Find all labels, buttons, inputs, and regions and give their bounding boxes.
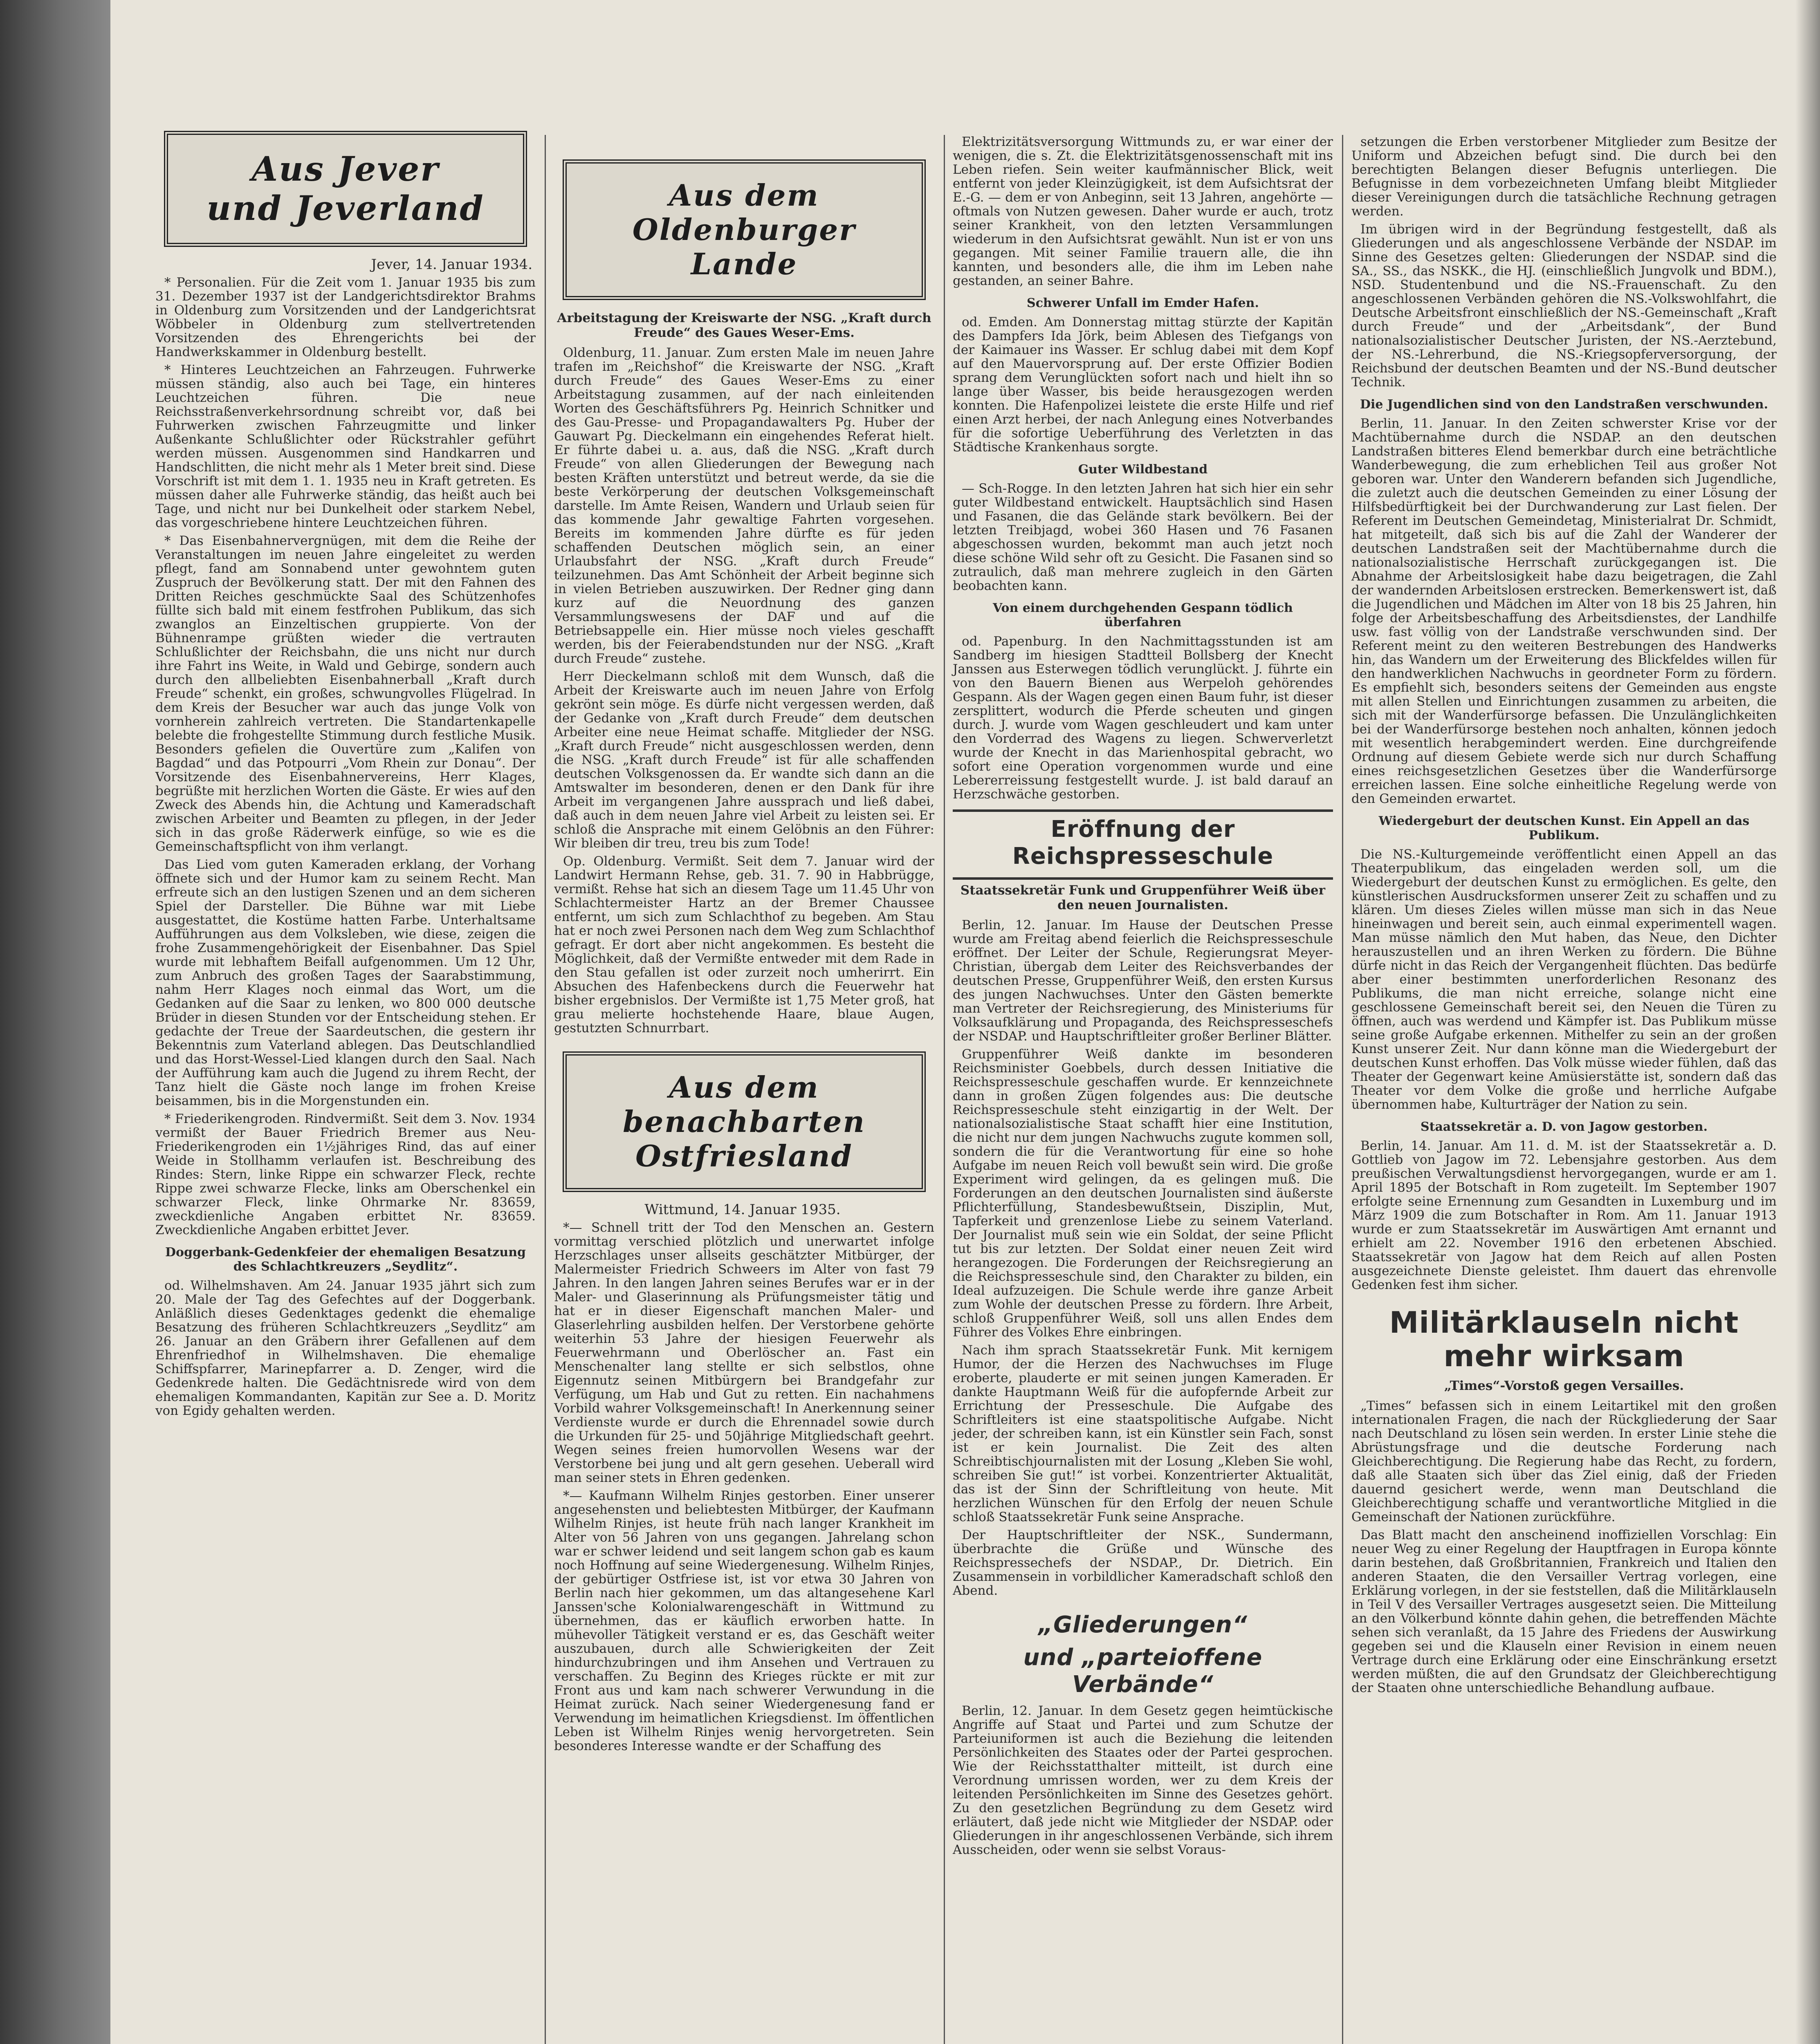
article-headline: „Gliederungen“ xyxy=(1038,1611,1248,1638)
article-paragraph: * Hinteres Leuchtzeichen an Fahrzeugen. Fuhrwerke müssen ständig, also auch bei Tage, ein hinteres Leuchtzeichen führen. Die neue Reichsstraßenverkehrsordnung schreibt vor, daß bei Fuhrwerken zwischen Fahrzeugmitte und linker Außenkante Schlußlichter oder Rückstrahler geführt werden müssen. Ausgenommen sind Handkarren und Handschlitten, die nicht mehr als 1 Meter breit sind. Diese Vorschrift ist mit dem 1. 1. 1935 neu in Kraft getreten. Es müssen daher alle Fuhrwerke ständig, das heißt auch bei Tage, und nicht nur bei Dunkelheit oder starkem Nebel, das vorgeschriebene hintere Leuchtzeichen führen. xyxy=(155,363,540,530)
section-banner-jever xyxy=(164,131,527,247)
column-jever xyxy=(155,135,540,1422)
article-paragraph: Die NS.-Kulturgemeinde veröffentlicht einen Appell an das Theaterpublikum, das eingeladen werden soll, um die Wiedergeburt der deutschen Kunst zu ermöglichen. Es gelte, den künstlerischen Ausdrucksformen unserer Zeit zu schaffen und zu klären. Um dieses Zieles willen müsse man sich in das Neue hineinwagen und bereit sein, auch einmal experimentell wagen. Man müsse nämlich den Mut haben, das Neue, den Dichter herauszustellen und an ihren Werken zu fördern. Die Bühne dürfe nicht in das Reich der Vergangenheit flüchten. Das bedürfe aber einer bestimmten unerforderlichen Resonanz des Publikums, die man nicht erreiche, solange nicht eine geschlossene Gemeinschaft bereit sei, den Neuen die Türen zu öffnen, auch was werdend und Kämpfer ist. Das Publikum müsse seine große Aufgabe erkennen. Mithelfer zu sein an der großen Kunst unserer Zeit. Nur dann könne man die Wiedergeburt der deutschen Kunst erhoffen. Das Volk müsse wieder fühlen, daß das Theater der Gegenwart keine Amüsierstätte ist, sondern daß das Theater vor dem Volke die große und herrliche Aufgabe übernommen habe, Kulturträger der Nation zu sein. xyxy=(1351,847,1781,1112)
dateline: Wittmund, 14. Januar 1935. xyxy=(644,1201,841,1218)
article-paragraph: od. Emden. Am Donnerstag mittag stürzte der Kapitän des Dampfers Ida Jörk, beim Ablesen des Tiefgangs von der Kaimauer ins Wasser. Er schlug dabei mit dem Kopf auf den Mauervorsprung auf. Der erste Offizier Bodien sprang dem Verunglückten sofort nach und hielt ihn so lange über Wasser, bis beide herausgezogen werden konnten. Die Hafenpolizei leistete die erste Hilfe und rief einen Arzt herbei, der nach Anlegung eines Notverbandes für die sofortige Ueberführung des Verletzten in das Städtische Krankenhaus sorgte. xyxy=(953,315,1337,455)
article-caption: Staatssekretär a. D. von Jagow gestorben. xyxy=(1420,1120,1708,1134)
article-subhead: Staatssekretär Funk und Gruppenführer Weiß über den neuen Journalisten. xyxy=(960,883,1326,912)
column-politics xyxy=(1351,134,1781,1699)
article-caption: Schwerer Unfall im Emder Hafen. xyxy=(1027,296,1259,310)
column-oldenburg xyxy=(554,135,938,1757)
article-paragraph: od. Papenburg. In den Nachmittagsstunden ist am Sandberg im hiesigen Stadtteil Bollsberg der Knecht Janssen aus Esterwegen tödlich verunglückt. J. führte ein von den Bauern Bienen aus Werpeloh gehörendes Gespann. Als der Wagen gegen einen Baum fuhr, ist dieser zersplittert, wodurch die Pferde scheuten und gingen durch. J. wurde vom Wagen geschleudert und kam unter den Vorderrad des Wagens zu liegen. Schwerverletzt wurde der Knecht in das Marienhospital gebracht, wo sofort eine Operation vorgenommen wurde und eine Lebererreissung festgestellt wurde. J. ist bald darauf an Herzschwäche gestorben. xyxy=(953,634,1337,802)
column-rule xyxy=(1342,135,1343,2044)
article-paragraph: Im übrigen wird in der Begründung festgestellt, daß als Gliederungen und als angeschlossene Verbände der NSDAP. im Sinne des Gesetzes gelten: Gliederungen der NSDAP. sind die SA., SS., das NSKK., die HJ. (einschließlich Jungvolk und BDM.), NSD. Studentenbund und die NS.-Frauenschaft. Zu den angeschlossenen Verbänden gehören die NS.-Volkswohlfahrt, die Deutsche Arbeitsfront einschließlich der NS.-Gemeinschaft „Kraft durch Freude“ und der „Arbeitsdank“, der Bund nationalsozialistischer Deutscher Juristen, der NS.-Aerztebund, der NS.-Lehrerbund, die NS.-Kriegsopferversorgung, der Reichsbund der deutschen Beamten und der NS.-Bund deutscher Technik. xyxy=(1351,222,1781,390)
column-rule xyxy=(545,135,546,2044)
article-paragraph: Berlin, 12. Januar. In dem Gesetz gegen heimtückische Angriffe auf Staat und Partei und zum Schutze der Parteiuniformen ist auch die Beziehung die leitenden Persönlichkeiten des Staates oder der Partei gesprochen. Wie der Reichsstatthalter mitteilt, ist durch eine Verordnung umrissen worden, wer zu dem Kreis der leitenden Persönlichkeiten im Sinne des Gesetzes gehört. Zu den gesetzlichen Begründung zu dem Gesetz wird erläutert, daß jede nicht wie Mitglieder der NSDAP. oder Gliederungen in ihr angeschlossenen Verbände, sich ihrem Ausscheiden, oder wenn sie selbst Voraus- xyxy=(953,1703,1337,1857)
article-paragraph: „Times“ befassen sich in einem Leitartikel mit den großen internationalen Fragen, die nach der Rückgliederung der Saar nach Deutschland zu lösen sein werden. In erster Linie stehe die Abrüstungsfrage und die deutsche Forderung nach Gleichberechtigung. Die Regierung habe das Recht, zu fordern, daß alle Staaten sich über das Ziel einig, daß der Frieden dauernd gesichert werde, wenn man Deutschland die Gleichberechtigung schaffe und verantwortliche Mitglied in die Gemeinschaft der Nationen zurückführe. xyxy=(1351,1399,1781,1524)
article-paragraph: od. Wilhelmshaven. Am 24. Januar 1935 jährt sich zum 20. Male der Tag des Gefechtes auf der Doggerbank. Anläßlich dieses Gedenktages gedenkt die ehemalige Besatzung des früheren Schlachtkreuzers „Seydlitz“ am 26. Januar an den Gräbern ihrer Gefallenen auf dem Ehrenfriedhof in Wilhelmshaven. Die ehemalige Schiffspfarrer, Marinepfarrer a. D. Zenger, wird die Gedenkrede halten. Die Gedächtnisrede wird von dem ehemaligen Kommandanten, Kapitän zur See a. D. Moritz von Egidy gehalten werden. xyxy=(155,1278,540,1418)
article-paragraph: * Das Eisenbahnervergnügen, mit dem die Reihe der Veranstaltungen im neuen Jahre eingeleitet zu werden pflegt, fand am Sonnabend unter gewohntem guten Zuspruch der Bevölkerung statt. Der mit den Fahnen des Dritten Reiches geschmückte Saal des Schützenhofes füllte sich bald mit einem festfrohen Publikum, das sich zwanglos an Einzeltischen gruppierte. Von der Bühnenrampe grüßten wieder die vertrauten Schlußlichter der Reichsbahn, die uns nicht nur durch ihre Fahrt ins Weite, in Wald und Gebirge, sondern auch durch den allbeliebten Eisenbahnerball „Kraft durch Freude“ schenkt, ein großes, schwungvolles Flügelrad. In dem Kreis der Besucher war auch das junge Volk von vornherein zahlreich vertreten. Die Standartenkapelle belebte die frohgestellte Stimmung durch festliche Musik. Besonders gefielen die Ouvertüre zum „Kalifen von Bagdad“ und das Potpourri „Vom Rhein zur Donau“. Der Vorsitzende des Eisenbahnervereins, Herr Klages, begrüßte mit herzlichen Worten die Gäste. Er wies auf den Zweck des Abends hin, die Achtung und Kameradschaft zwischen Arbeiter und Beamten zu pflegen, in der Jeder sich in das große Räderwerk einfüge, so wie es die Gemeinschaftspflicht von ihm verlangt. xyxy=(155,533,540,854)
section-banner-oldenburg xyxy=(563,159,926,300)
article-paragraph: Oldenburg, 11. Januar. Zum ersten Male im neuen Jahre trafen im „Reichshof“ die Kreiswarte der NSG. „Kraft durch Freude“ des Gaues Weser-Ems zu einer Arbeitstagung zusammen, auf der nach einleitenden Worten des Geschäftsführers Pg. Heinrich Schnitker und des Gau-Presse- und Propagandawalters Pg. Huber der Gauwart Pg. Dieckelmann ein eingehendes Referat hielt. Er führte dabei u. a. aus, daß die NSG. „Kraft durch Freude“ von allen Gliederungen der Bewegung nach besten Kräften unterstützt und betreut werde, da sie die beste Verkörperung der deutschen Volksgemeinschaft darstelle. Im Amte Reisen, Wandern und Urlaub seien für das kommende Jahr gewaltige Fahrten vorgesehen. Bereits im kommenden Jahre dürfte es für jeden schaffenden Deutschen möglich sein, an einer Urlaubsfahrt der NSG. „Kraft durch Freude“ teilzunehmen. Das Amt Schönheit der Arbeit beginne sich in vielen Betrieben auszuwirken. Der Redner ging dann kurz auf die Neuordnung des ganzen Versammlungswesens der DAF und auf die Betriebsappelle ein. Hier müsse noch vieles geschafft werden, bis der Feierabendstunden nur der NSG. „Kraft durch Freude“ zustehe. xyxy=(554,345,938,666)
banner-line-1: Aus dem benachbarten xyxy=(623,1070,866,1139)
article-paragraph: *— Kaufmann Wilhelm Rinjes gestorben. Einer unserer angesehensten und beliebtesten Mitbürger, der Kaufmann Wilhelm Rinjes, ist heute früh nach langer Krankheit im Alter von 56 Jahren von uns gegangen. Jahrelang schon war er schwer leidend und seit langem schon gab es kaum noch Hoffnung auf seine Wiedergenesung. Wilhelm Rinjes, der gebürtiger Ostfriese ist, ist vor etwa 30 Jahren von Berlin nach hier gekommen, um das altangesehene Karl Janssen'sche Kolonialwarengeschäft in Wittmund zu übernehmen, das er käuflich erworben hatte. In mühevoller Tätigkeit verstand er es, das Geschäft weiter auszubauen, durch alle Schwierigkeiten der Zeit hindurchzubringen und ihm Ansehen und Vertrauen zu verschaffen. Zu Beginn des Krieges rückte er mit zur Front aus und kam nach schwerer Verwundung in die Heimat zurück. Nach seiner Wiedergenesung fand er Verwendung im heimatlichen Kriegsdienst. Im öffentlichen Leben ist Wilhelm Rinjes wenig hervorgetreten. Sein besonderes Interesse wandte er der Schaffung des xyxy=(554,1488,938,1753)
article-paragraph: Der Hauptschriftleiter der NSK., Sundermann, überbrachte die Grüße und Wünsche des Reichspressechefs der NSDAP., Dr. Dietrich. Ein Zusammensein in vorbildlicher Kameradschaft schloß den Abend. xyxy=(953,1528,1337,1598)
article-subhead: „Times“-Vorstoß gegen Versailles. xyxy=(1444,1378,1684,1393)
article-paragraph: Das Blatt macht den anscheinend inoffiziellen Vorschlag: Ein neuer Weg zu einer Regelung der Hauptfragen in Europa könnte darin bestehen, daß Großbritannien, Frankreich und Italien den anderen Staaten, die den Versailler Vertrag vorlegen, eine Erklärung vorlegen, in der sie feststellen, daß die Militärklauseln in Teil V des Versailler Vertrages ausgesetzt seien. Die Mitteilung an den Völkerbund könnte dahin gehen, die betreffenden Mächte sehen sich veranlaßt, da 15 Jahre des Friedens der Auswirkung gegeben sei und die Klauseln einer Revision in einem neuen Vertrage durch eine Erklärung oder eine Einschränkung ersetzt werden müßten, die auf den Grundsatz der Gleichberechtigung der Staaten ohne unterschiedliche Behandlung aufbaue. xyxy=(1351,1528,1781,1695)
article-headline: und „parteioffene Verbände“ xyxy=(1023,1644,1263,1698)
article-caption: Die Jugendlichen sind von den Landstraßen verschwunden. xyxy=(1360,397,1768,412)
dateline: Jever, 14. Januar 1934. xyxy=(371,256,532,273)
column-rule xyxy=(944,135,945,2044)
article-paragraph: Das Lied vom guten Kameraden erklang, der Vorhang öffnete sich und der Humor kam zu seinem Recht. Man erfreute sich an den lustigen Szenen und an dem sicheren Spiel der Darsteller. Die Bühne war mit Liebe ausgestattet, die Kostüme hatten Farbe. Unterhaltsame Aufführungen aus dem Volksleben, wie diese, zeigen die frohe Zusammengehörigkeit der Eisenbahner. Das Spiel wurde mit lebhaftem Beifall aufgenommen. Um 12 Uhr, zum Anbruch des großen Tages der Saarabstimmung, nahm Herr Klages noch einmal das Wort, um die Gedanken auf die Saar zu lenken, wo 800 000 deutsche Brüder in diesen Stunden vor der Entscheidung stehen. Er gedachte der Treue der Saardeutschen, die gestern ihr Bekenntnis zum Vaterland ablegen. Das Deutschlandlied und das Horst-Wessel-Lied klangen durch den Saal. Nach der Aufführung kam auch die Jugend zu ihrem Recht, der Tanz hielt die Gäste noch lange im frohen Kreise beisammen, bis in die Morgenstunden ein. xyxy=(155,857,540,1108)
banner-line-2: und Jeverland xyxy=(206,189,485,228)
book-binding xyxy=(0,0,110,2044)
article-headline: Eröffnung der Reichspresseschule xyxy=(1012,816,1274,870)
article-paragraph: * Friederikengroden. Rindvermißt. Seit dem 3. Nov. 1934 vermißt der Bauer Friedrich Bremer aus Neu-Friederikengroden ein 1½jähriges Rind, das auf einer Weide in Stollhamm verlaufen ist. Beschreibung des Rindes: Stern, linke Rippe ein schwarzer Fleck, rechte Rippe zwei schwarze Flecke, links am Oberschenkel ein schwarzer Fleck, linke Ohrmarke Nr. 83659, zweckdienliche Angaben erbittet Nr. 83659. Zweckdienliche Angaben erbittet Jever. xyxy=(155,1112,540,1237)
article-paragraph: Op. Oldenburg. Vermißt. Seit dem 7. Januar wird der Landwirt Hermann Rehse, geb. 31. 7. 90 in Habbrügge, vermißt. Rehse hat sich an diesem Tage um 11.45 Uhr von Schlachtermeister Hartz an der Bremer Chaussee entfernt, um sich zum Schlachthof zu begeben. Am Stau hat er noch zwei Personen nach dem Weg zum Schlachthof gefragt. Er dort aber nicht angekommen. Es besteht die Möglichkeit, daß der Vermißte entweder mit dem Rade in den Stau gefallen ist oder zurzeit noch umherirrt. Ein Absuchen des Hafenbeckens durch die Feuerwehr hat bisher ergebnislos. Der Vermißte ist 1,75 Meter groß, hat grau melierte hochstehende Haare, blaue Augen, gestutzten Schnurrbart. xyxy=(554,854,938,1035)
article-caption: Doggerbank-Gedenkfeier der ehemaligen Besatzung des Schlachtkreuzers „Seydlitz“. xyxy=(165,1245,526,1274)
section-banner-ostfriesland xyxy=(563,1051,926,1192)
article-paragraph: Elektrizitätsversorgung Wittmunds zu, er war einer der wenigen, die s. Zt. die Elektrizitätsgenossenschaft mit ins Leben riefen. Sein weiter kaufmännischer Blick, weit entfernt von jeder Kleinzügigkeit, ist dem Aufsichtsrat der E.-G. — dem er von Anbeginn, seit 13 Jahren, angehörte — oftmals von Nutzen gewesen. Daher wurde er auch, trotz seiner Krankheit, von den letzten Versammlungen wiederum in den Aufsichtsrat gewählt. Nun ist er von uns gegangen. Mit seiner Familie trauern alle, die ihn kannten, und besonders alle, die ihm im Leben nahe gestanden, an seiner Bahre. xyxy=(953,134,1337,288)
banner-line-2: Ostfriesland xyxy=(635,1139,853,1173)
newspaper-page xyxy=(110,0,1820,2044)
article-paragraph: setzungen die Erben verstorbener Mitglieder zum Besitze der Uniform und Abzeichen befugt sind. Die durch bei den berechtigten Belangen dieser Befugnis unterliegen. Die Befugnisse in dem vorbezeichneten Umfang bleibt Mitglieder dieser Vereinigungen durch die tatsächliche Rechnung getragen werden. xyxy=(1351,134,1781,219)
article-paragraph: Berlin, 11. Januar. In den Zeiten schwerster Krise vor der Machtübernahme durch die NSDAP. an den deutschen Landstraßen bitteres Elend bemerkbar durch eine beträchtliche Wanderbewegung, die zum erheblichen Teil aus großer Not geboren war. Unter den Wanderern befanden sich Jugendliche, die zuletzt auch die deutschen Gemeinden zu einer Lösung der Hilfsbedürftigkeit bei der Durchwanderung zur Last fielen. Der Referent im Deutschen Gemeindetag, Ministerialrat Dr. Schmidt, hat mitgeteilt, daß sich bis auf die Zahl der Wanderer der deutschen Landstraßen seit der Machtübernahme durch die nationalsozialistische Herrschaft zurückgegangen ist. Die Abnahme der Arbeitslosigkeit habe dazu beigetragen, die Zahl der wandernden Arbeitslosen erstrecken. Bemerkenswert ist, daß die Jugendlichen und Mädchen im Alter von 18 bis 25 Jahren, hin folge der Arbeitsbeschaffung des Arbeitsdienstes, der Landhilfe usw. fast völlig von der Landstraße verschwunden sind. Der Referent meint zu den weiteren Bestrebungen des Handwerks hin, das Wandern um der Erweiterung des Blickfeldes willen für den handwerklichen Nachwuchs in geordneter Form zu fördern. Es empfiehlt sich, besonders seitens der Gemeinden aus engste mit allen Stellen und Einrichtungen zusammen zu arbeiten, die sich mit der Wanderfürsorge befassen. Die Unzulänglichkeiten bei der Wanderfürsorge bestehen noch anhalten, können jedoch mit wesentlich herabgemindert werden. Eine durchgreifende Ordnung auf diesem Gebiete werde sich nur durch Schaffung eines reichsgesetzlichen Gesetzes über die Wanderfürsorge erreichen lassen. Eine solche einheitliche Regelung werde von den Gemeinden erwartet. xyxy=(1351,416,1781,806)
article-paragraph: * Personalien. Für die Zeit vom 1. Januar 1935 bis zum 31. Dezember 1937 ist der Landgerichtsdirektor Brahms in Oldenburg zum Vorsitzenden und der Landgerichtsrat Wöbbeler in Oldenburg zum stellvertretenden Vorsitzenden des Ehrengerichts bei der Handwerkskammer in Oldenburg bestellt. xyxy=(155,275,540,359)
article-caption: Guter Wildbestand xyxy=(1078,462,1208,477)
article-paragraph: Berlin, 12. Januar. Im Hause der Deutschen Presse wurde am Freitag abend feierlich die Reichspresseschule eröffnet. Der Leiter der Schule, Regierungsrat Meyer-Christian, übergab dem Leiter des Reichsverbandes der deutschen Presse, Gruppenführer Weiß, den ersten Kursus des jungen Nachwuchses. Unter den Gästen bemerkte man Vertreter der Reichsregierung, des Ministeriums für Volksaufklärung und Propaganda, des Reichspresseschefs der NSDAP. und Hauptschriftleiter großer Berliner Blätter. xyxy=(953,918,1337,1044)
article-subhead: Arbeitstagung der Kreiswarte der NSG. „Kraft durch Freude“ des Gaues Weser-Ems. xyxy=(557,311,931,340)
banner-line-2: Lande xyxy=(691,247,798,281)
banner-line-1: Aus dem Oldenburger xyxy=(632,178,856,247)
column-news xyxy=(953,134,1337,1861)
article-paragraph: *— Schnell tritt der Tod den Menschen an. Gestern vormittag verschied plötzlich und unerwartet infolge Herzschlages unser allseits geschätzter Mitbürger, der Malermeister Friedrich Schweers im Alter von fast 79 Jahren. In den langen Jahren seines Berufes war er in der Maler- und Glaserinnung als Prüfungsmeister tätig und hat er in dieser Eigenschaft manchen Maler- und Glaserlehrling ausbilden helfen. Der Verstorbene gehörte weiterhin 53 Jahre der hiesigen Feuerwehr als Feuerwehrmann und Oberlöscher an. Fast ein Menschenalter lang stellte er sich selbstlos, ohne Eigennutz seinen Mitbürgern bei Brandgefahr zur Verfügung, um Hab und Gut zu retten. Ein nachahmens Vorbild wahrer Volksgemeinschaft! In Anerkennung seiner Verdienste wurde er durch die Ehrennadel sowie durch die Urkunden für 25- und 50jährige Mitgliedschaft geehrt. Wegen seines freien humorvollen Wesens war der Verstorbene bei jung und alt gern gesehen. Ueberall wird man seiner stets in Ehren gedenken. xyxy=(554,1220,938,1485)
article-caption: Von einem durchgehenden Gespann tödlich überfahren xyxy=(993,601,1293,630)
article-paragraph: Gruppenführer Weiß dankte im besonderen Reichsminister Goebbels, durch dessen Initiative die Reichspresseschule geschaffen wurde. Er kennzeichnete dann in großen Zügen folgendes aus: Die deutsche Reichspresseschule steht einzigartig in der Welt. Der nationalsozialistische Staat schafft hier eine Institution, die nicht nur dem jungen Nachwuchs zugute kommen soll, sondern die für die Verantwortung für eine so hohe Aufgabe im neuen Reich voll bewußt sein wird. Die große Experiment wird gelingen, da es gelingen muß. Die Forderungen an den deutschen Journalisten sind äußerste Pflichterfüllung, Standesbewußtsein, Disziplin, Mut, Tapferkeit und grenzenlose Liebe zu seinem Vaterland. Der Journalist muß sein wie ein Soldat, der seine Pflicht tut bis zur letzten. Der Soldat einer neuen Zeit wird herangezogen. Die Forderungen der Reichsregierung an die Reichspresseschule sind, den Charakter zu bilden, ein Ideal aufzuzeigen. Die Schule werde ihre ganze Arbeit zum Wohle der deutschen Presse zu fördern. Ihre Arbeit, schloß Gruppenführer Weiß, soll uns allen Endes dem Führer des Volkes Ehre einbringen. xyxy=(953,1047,1337,1340)
banner-line-1: Aus Jever xyxy=(251,150,440,189)
article-caption: Wiedergeburt der deutschen Kunst. Ein Appell an das Publikum. xyxy=(1378,814,1750,843)
article-paragraph: — Sch-Rogge. In den letzten Jahren hat sich hier ein sehr guter Wildbestand entwickelt. Hauptsächlich sind Hasen und Fasanen, die das Gelände stark bevölkern. Bei der letzten Treibjagd, wobei 360 Hasen und 76 Fasanen abgeschossen wurden, bekommt man auch jetzt noch diese schöne Wild sehr oft zu Gesicht. Die Fasanen sind so zutraulich, daß man mehrere zugleich in den Gärten beobachten kann. xyxy=(953,481,1337,593)
article-paragraph: Berlin, 14. Januar. Am 11. d. M. ist der Staatssekretär a. D. Gottlieb von Jagow im 72. Lebensjahre gestorben. Aus dem preußischen Verwaltungsdienst hervorgegangen, wurde er am 1. April 1895 der Botschaft in Rom zugeteilt. Im September 1907 erfolgte seine Ernennung zum Gesandten in Luxemburg und im März 1909 die zum Botschafter in Rom. Am 11. Januar 1913 wurde er zum Staatssekretär im Auswärtigen Amt ernannt und erhielt am 22. November 1916 den erbetenen Abschied. Staatssekretär von Jagow hat dem Reich auf allen Posten ausgezeichnete Dienste geleistet. Ihm dauert das ehrenvolle Gedenken fest ihm sicher. xyxy=(1351,1139,1781,1292)
page-edge-shadow xyxy=(1795,0,1820,2044)
article-headline: Militärklauseln nicht mehr wirksam xyxy=(1389,1305,1739,1373)
headline-box xyxy=(953,809,1333,880)
article-paragraph: Herr Dieckelmann schloß mit dem Wunsch, daß die Arbeit der Kreiswarte auch im neuen Jahre von Erfolg gekrönt sein möge. Es dürfe nicht vergessen werden, daß der Gedanke von „Kraft durch Freude“ dem deutschen Arbeiter eine neue Heimat schaffe. Mitglieder der NSG. „Kraft durch Freude“ nicht ausgeschlossen werden, denn die NSG. „Kraft durch Freude“ ist für alle schaffenden deutschen Volksgenossen da. Er wandte sich dann an die Amtswalter im besonderen, denen er den Dank für ihre Arbeit im vergangenen Jahre aussprach und ließ dabei, daß auch in dem neuen Jahre viel Arbeit zu leisten sei. Er schloß die Ansprache mit einem Gelöbnis an den Führer: Wir bleiben dir treu, treu bis zum Tode! xyxy=(554,669,938,851)
article-paragraph: Nach ihm sprach Staatssekretär Funk. Mit kernigem Humor, der die Herzen des Nachwuchses im Fluge eroberte, plauderte er mit seinen jungen Kameraden. Er dankte Hauptmann Weiß für die aufopfernde Arbeit zur Errichtung der Presseschule. Die Aufgabe des Schriftleiters ist eine staatspolitische Aufgabe. Nicht jeder, der schreiben kann, ist ein Künstler sein Fach, sonst ist er kein Journalist. Die Zeit des alten Schreibtischjournalisten mit der Losung „Kleben Sie wohl, schreiben Sie gut!“ ist vorbei. Konzentrierter Aktualität, das ist der Sinn der Schriftleitung von heute. Mit herzlichen Wünschen für den Erfolg der neuen Schule schloß Staatssekretär Funk seine Ansprache. xyxy=(953,1343,1337,1524)
